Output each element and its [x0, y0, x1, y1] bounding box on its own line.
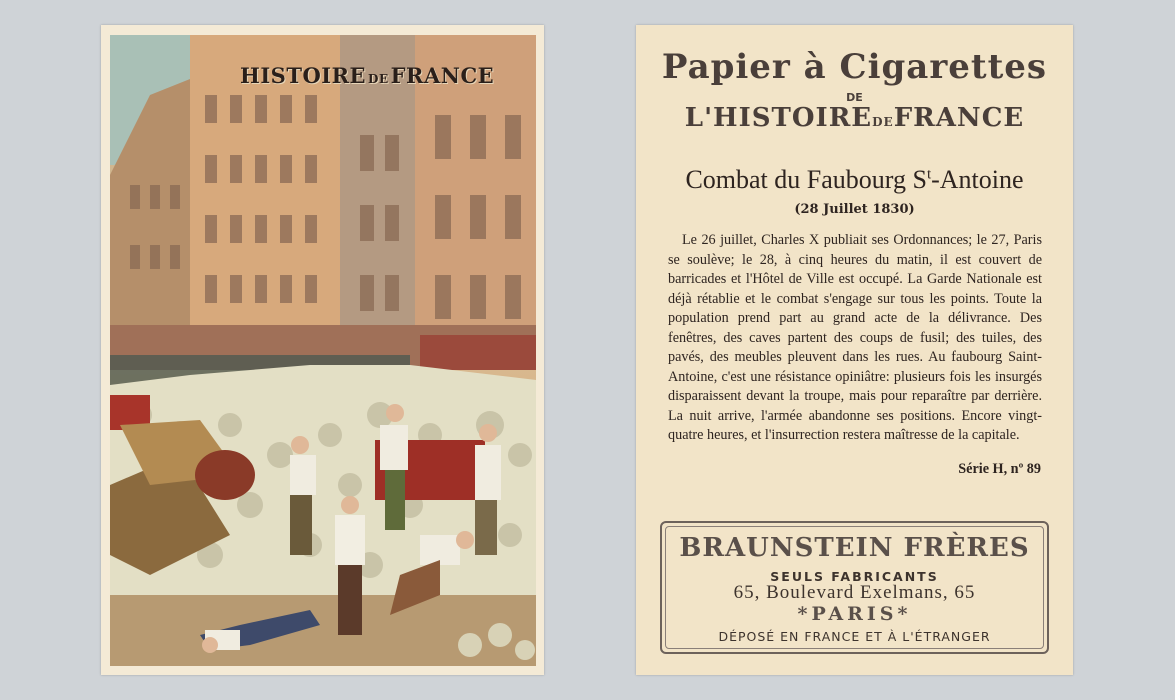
maker-name: BRAUNSTEIN FRÈRES	[679, 533, 1030, 563]
heading-histoire-de-france: L'HISTOIREDEFRANCE	[684, 103, 1025, 133]
history-paragraph: Le 26 juillet, Charles X publiait ses Ordonnances; le 27, Paris se soulève; le 28, à cinq heures du matin, il est couvert de barricades et l'Hôtel de Ville est occupé. La Garde Nationale est déjà rétablie et le combat s'engage sur tous les points. Toute la population prend part au grand acte de la délivrance. Des fenêtres, des caves partent des coups de fusil; des tuiles, des pavés, des meubles pleuvent dans les rues. Au faubourg Saint-Antoine, c'est une résistance opiniâtre: plusieurs fois les insurgés disparaissent devant la troupe, mais pour reparaître par derrière. La nuit arrive, l'armée abandonne ses positions. Encore vingt-quatre heures, et l'insurrection restera maîtresse de la capitale.	[668, 232, 1042, 443]
history-text	[668, 231, 1042, 446]
front-card	[101, 25, 544, 675]
back-card	[636, 25, 1073, 675]
barricade-illustration	[110, 35, 536, 666]
barricade-scene-image	[110, 35, 536, 666]
combat-title: Combat du Faubourg $S^t$-Antoine	[685, 165, 1024, 194]
serie-number: Série H, nº 89	[958, 461, 1041, 477]
maker-address: 65, Boulevard Exelmans, 65	[733, 582, 976, 603]
heading-papier-cigarettes: Papier à Cigarettes	[661, 47, 1048, 87]
maker-depose: DÉPOSÉ EN FRANCE ET À L'ÉTRANGER	[718, 629, 991, 644]
combat-date: (28 Juillet 1830)	[794, 202, 915, 217]
maker-city: *PARIS*	[797, 603, 912, 625]
maker-subtitle: SEULS FABRICANTS	[770, 569, 939, 584]
front-title: HISTOIRE DEFRANCE	[240, 63, 495, 88]
heading-de: DE	[846, 91, 863, 104]
